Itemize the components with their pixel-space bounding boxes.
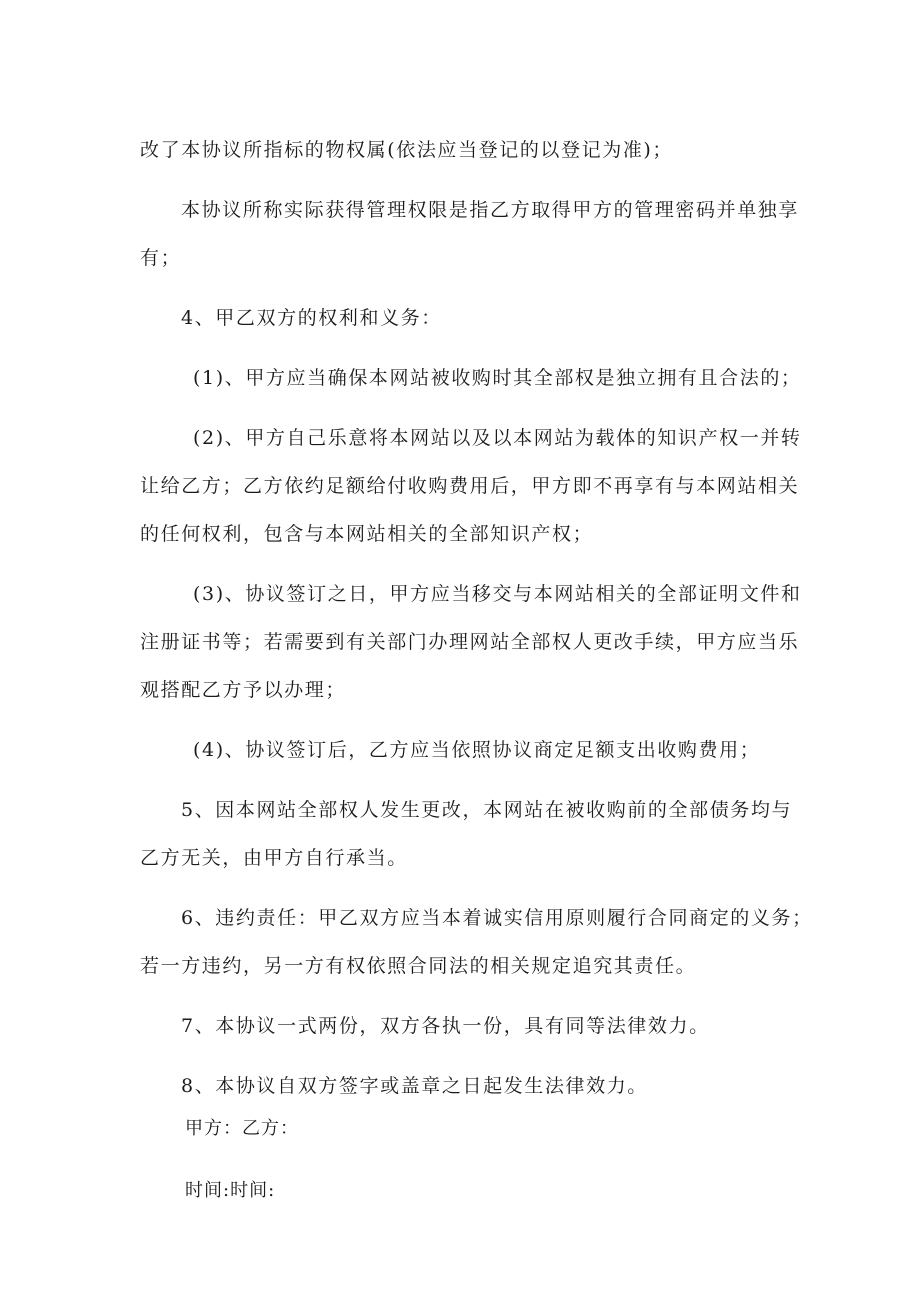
section-6-line-2: 若一方违约，另一方有权依照合同法的相关规定追究其责任。 [140,955,697,977]
section-heading-rights-obligations: 4、甲乙双方的权利和义务： [181,307,442,329]
paragraph-line-management-rights: 本协议所称实际获得管理权限是指乙方取得甲方的管理密码并单独享 [181,199,800,221]
section-5-line-1: 5、因本网站全部权人发生更改，本网站在被收购前的全部债务均与 [181,799,793,821]
clause-2-line-2: 让给乙方；乙方依约足额给付收购费用后，甲方即不再享有与本网站相关 [140,475,800,497]
section-8-line: 8、本协议自双方签字或盖章之日起发生法律效力。 [181,1075,648,1097]
clause-3-line-1: (3)、协议签订之日，甲方应当移交与本网站相关的全部证明文件和 [193,583,802,605]
paragraph-line-property-rights: 改了本协议所指标的物权属(依法应当登记的以登记为准)； [140,139,674,161]
section-5-line-2: 乙方无关，由甲方自行承当。 [140,847,408,869]
signature-time: 时间:时间: [185,1180,276,1201]
paragraph-line-management-rights-cont: 有； [140,247,182,269]
clause-3-line-3: 观搭配乙方予以办理； [140,679,347,701]
clause-4-line: (4)、协议签订后，乙方应当依照协议商定足额支出收购费用； [193,739,761,761]
signature-parties: 甲方：乙方： [185,1118,299,1139]
clause-2-line-3: 的任何权利，包含与本网站相关的全部知识产权； [140,523,594,545]
section-6-line-1: 6、违约责任：甲乙双方应当本着诚实信用原则履行合同商定的义务； [181,907,813,929]
clause-1-line: (1)、甲方应当确保本网站被收购时其全部权是独立拥有且合法的； [193,367,802,389]
clause-2-line-1: (2)、甲方自己乐意将本网站以及以本网站为载体的知识产权一并转 [193,427,802,449]
section-7-line: 7、本协议一式两份，双方各执一份，具有同等法律效力。 [181,1015,710,1037]
clause-3-line-2: 注册证书等；若需要到有关部门办理网站全部权人更改手续，甲方应当乐 [140,631,800,653]
